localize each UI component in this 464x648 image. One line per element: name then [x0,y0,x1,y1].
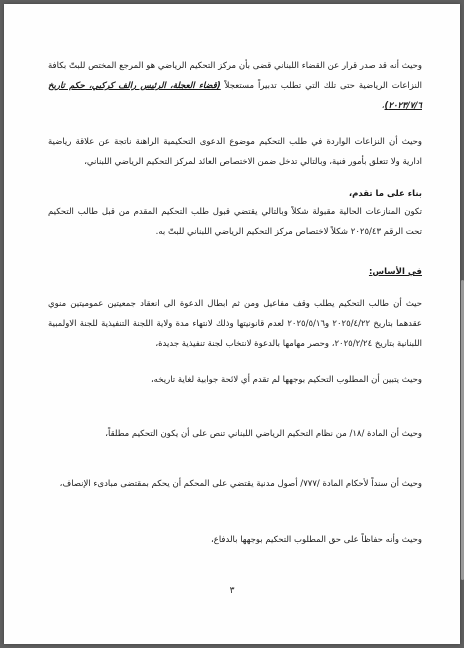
paragraph-jurisdiction: وحيث أن النزاعات الواردة في طلب التحكيم موضوع الدعوى التحكيمية الراهنة ناتجة عن علاقة رياضية ادارية ولا تتعلق بأمور فنية، وبالتالي تدخل ضمن الاختصاص العائد لمركز التحكيم الرياضي اللبناني، [48,137,422,167]
heading-on-merits: في الأساس: [368,267,422,277]
paragraph-court-decision-text: وحيث أنه قد صدر قرار عن القضاء اللبناني قضى بأن مركز التحكيم الرياضي هو المرجع المختص للبتّ بكافة النزاعات الرياضية حتى تلك التي تطلب تدبيراً مستعجلاً [48,61,422,91]
paragraph-no-response: وحيث يتبين أن المطلوب التحكيم بوجهها لم تقدم أي لائحة جوابية لغاية تاريخه، [150,375,422,385]
paragraph-request: حيث أن طالب التحكيم يطلب وقف مفاعيل ومن ثم ابطال الدعوة الى انعقاد جمعيتين عموميتين منوي عقدهما بتاريخ ٢٠٢٥/٤/٢٢ و٢٠٢٥/٥/١٦ لعدم قانونيتها وذلك لانتهاء مدة ولاية اللجنة التنفيذية للجنة الاولمبية اللبنانية بتاريخ ٢٠٢٥/٢/٢٤، وحصر مهامها بالدعوة لانتخاب لجنة تنفيذية جديدة، [48,299,423,349]
page-number: ٣ [229,586,235,596]
paragraph-admissibility: تكون المنازعات الحالية مقبولة شكلاً وبالتالي يقتضي قبول طلب التحكيم المقدم من قبل طالب التحكيم تحت الرقم ٢٠٢٥/٤٣ شكلاً لاختصاص مركز التحكيم الرياضي اللبناني للبتّ به. [48,207,422,237]
paragraph-right-of-defense: وحيث وأنه حفاظاً على حق المطلوب التحكيم بوجهها بالدفاع، [211,535,422,545]
document-page [4,4,460,644]
paragraph-article-18: وحيث أن المادة /١٨/ من نظام التحكيم الرياضي اللبناني تنص على أن يكون التحكيم مطلقاً، [105,429,422,439]
heading-therefore: بناء على ما تقدم، [348,189,422,199]
paragraph-court-decision-tail: ، [381,101,385,111]
paragraph-court-decision [48,56,422,116]
court-ruling-citation: (قضاء العجلة، الرئيس رالف كركبي، حكم تاريخ ٢٠٢٣/٧/٦) [48,81,422,111]
paragraph-article-777: وحيث أن سنداً لأحكام المادة /٧٧٧/ أصول مدنية يقتضي على المحكم أن يحكم بمقتضى مبادىء الإنصاف، [59,479,422,489]
